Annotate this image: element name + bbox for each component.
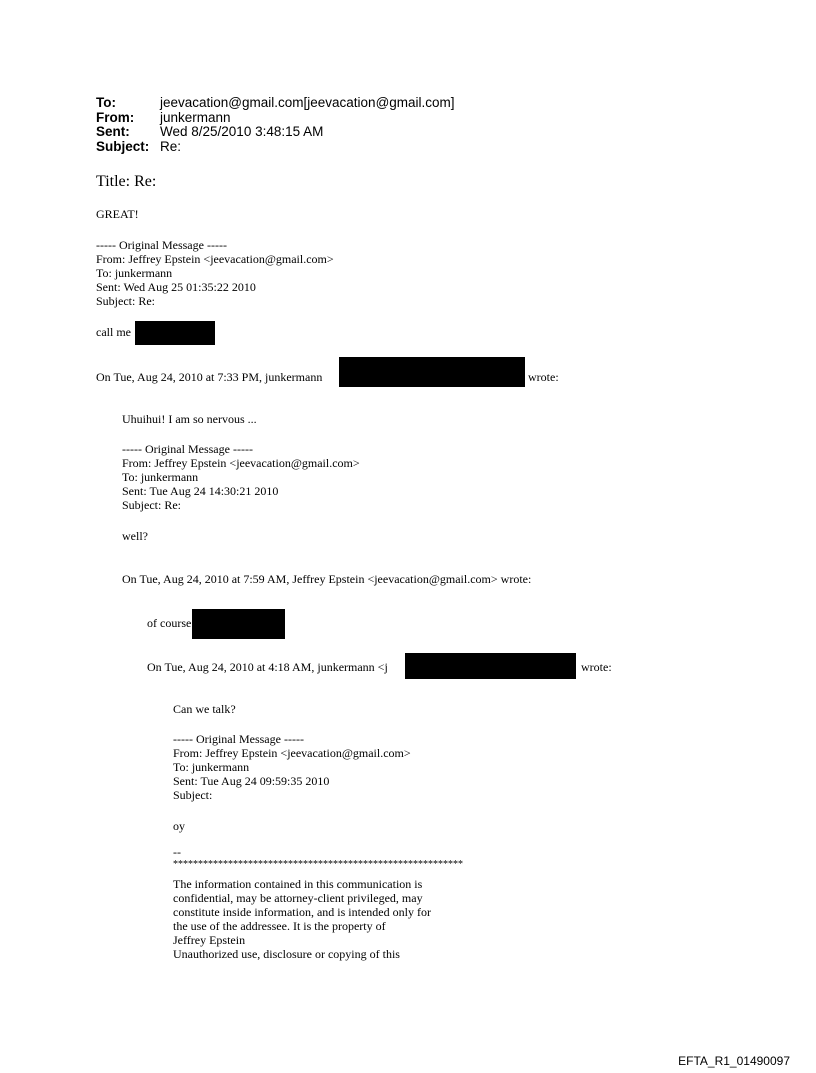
quote-header-2: On Tue, Aug 24, 2010 at 7:59 AM, Jeffrey Epstein <jeevacation@gmail.com> wrote:: [122, 572, 532, 586]
disclaimer-line: Jeffrey Epstein: [173, 933, 246, 947]
from-value: junkermann: [160, 109, 231, 125]
original-subject-1: Subject: Re:: [96, 294, 155, 308]
call-me-text: call me: [96, 325, 131, 339]
quote-header-3: On Tue, Aug 24, 2010 at 4:18 AM, junkermann <j: [147, 660, 388, 674]
sent-label: Sent:: [96, 124, 130, 139]
subject-label: Subject:: [96, 138, 150, 154]
email-header: [96, 96, 455, 154]
original-message-marker-3: ----- Original Message -----: [173, 732, 304, 746]
original-to-3: To: junkermann: [173, 760, 250, 774]
original-from-3: From: Jeffrey Epstein <jeevacation@gmail.com>: [173, 746, 411, 760]
original-from-1: From: Jeffrey Epstein <jeevacation@gmail.com>: [96, 252, 334, 266]
original-from-2: From: Jeffrey Epstein <jeevacation@gmail.com>: [122, 456, 360, 470]
original-to-2: To: junkermann: [122, 470, 199, 484]
subject-value: Re:: [160, 138, 182, 154]
well-text: well?: [122, 529, 148, 543]
original-subject-3: Subject:: [173, 788, 213, 802]
nervous-text: Uhuihui! I am so nervous ...: [122, 412, 257, 426]
disclaimer-line: The information contained in this communication is: [173, 877, 423, 891]
great-text: GREAT!: [96, 207, 139, 221]
redaction-box: [339, 357, 525, 387]
to-value: jeevacation@gmail.com[jeevacation@gmail.com]: [160, 95, 455, 110]
redaction-box: [192, 609, 285, 639]
signature-dash: --: [173, 845, 181, 859]
original-sent-2: Sent: Tue Aug 24 14:30:21 2010: [122, 484, 279, 498]
redaction-box: [405, 653, 576, 679]
disclaimer-line: Unauthorized use, disclosure or copying of this: [173, 947, 400, 961]
header-to-row: [96, 96, 455, 111]
original-subject-2: Subject: Re:: [122, 498, 181, 512]
header-sent-row: [96, 125, 455, 140]
to-label: To:: [96, 95, 116, 110]
quote-header-1: On Tue, Aug 24, 2010 at 7:33 PM, junkermann: [96, 370, 323, 384]
disclaimer-line: constitute inside information, and is intended only for: [173, 905, 431, 919]
of-course-text: of course: [147, 616, 192, 630]
original-message-marker-2: ----- Original Message -----: [122, 442, 253, 456]
from-label: From:: [96, 109, 135, 125]
can-we-talk-text: Can we talk?: [173, 702, 236, 716]
disclaimer-line: the use of the addressee. It is the property of: [173, 919, 386, 933]
document-title: Title: Re:: [96, 173, 157, 190]
original-sent-3: Sent: Tue Aug 24 09:59:35 2010: [173, 774, 330, 788]
original-message-marker-1: ----- Original Message -----: [96, 238, 227, 252]
sent-value: Wed 8/25/2010 3:48:15 AM: [160, 124, 324, 139]
original-to-1: To: junkermann: [96, 266, 173, 280]
quote-header-3-suffix: wrote:: [581, 660, 612, 674]
disclaimer-line: confidential, may be attorney-client privileged, may: [173, 891, 423, 905]
header-from-row: [96, 111, 455, 126]
original-sent-1: Sent: Wed Aug 25 01:35:22 2010: [96, 280, 256, 294]
oy-text: oy: [173, 819, 185, 833]
signature-stars: **********************************************************: [173, 859, 463, 870]
quote-header-1-suffix: wrote:: [528, 370, 559, 384]
header-subject-row: [96, 140, 455, 155]
redaction-box: [135, 321, 215, 345]
document-id-footer: EFTA_R1_01490097: [678, 1054, 790, 1068]
